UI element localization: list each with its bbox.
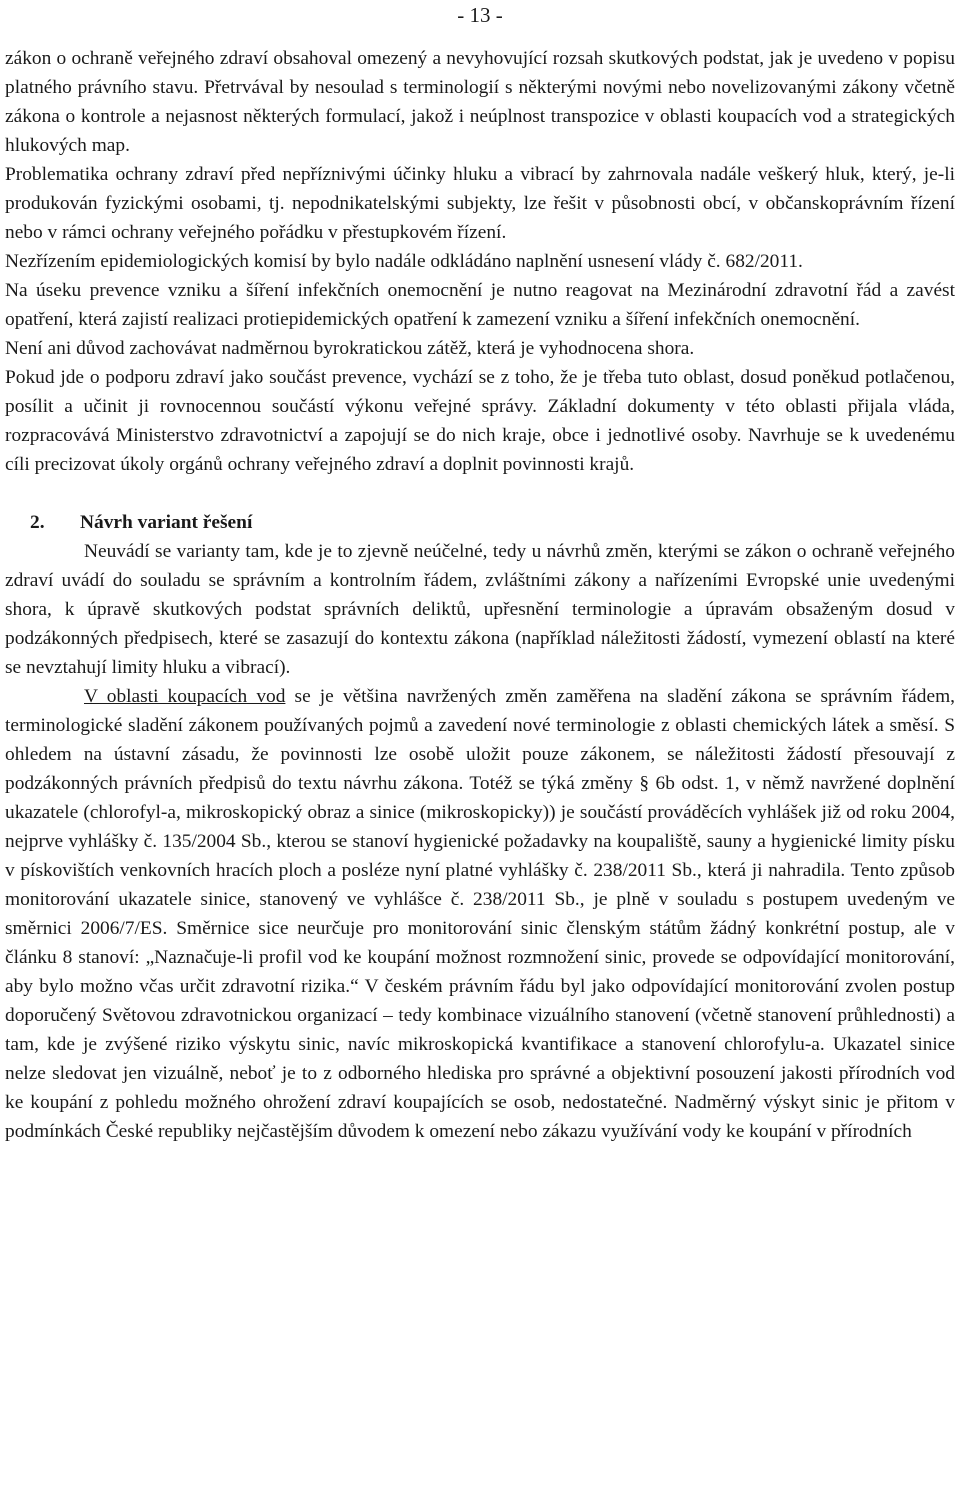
page-number: - 13 - — [457, 3, 503, 27]
paragraph-bathing-water-text: se je většina navržených změn zaměřena na sladění zákona se správním řádem, terminologické sladění zákonem používaných pojmů a zavedení nové terminologie z oblasti chemických látek a směsí. S ohledem na ústavní zásadu, že povinnosti lze osobě uložit pouze zákonem, se náležitosti žádostí přesouvají z podzákonných právních předpisů do textu návrhu zákona. Totéž se týká změny § 6b odst. 1, v němž navržené doplnění ukazatele (chlorofyl-a, mikroskopický obraz a sinice (mikroskopicky)) je součástí prováděcích vyhlášek již od roku 2004, nejprve vyhlášky č. 135/2004 Sb., kterou se stanoví hygienické požadavky na koupaliště, sauny a hygienické limity písku v pískovištích venkovních hracích ploch a posléze nyní platné vyhlášky č. 238/2011 Sb., která ji nahradila. Tento způsob monitorování ukazatele sinice, stanovený ve vyhlášce č. 238/2011 Sb., je plně v souladu s postupem uvedeným ve směrnici 2006/7/ES. Směrnice sice neurčuje pro monitorování sinic členským státům žádný konkrétní postup, ale v článku 8 stanoví: „Naznačuje-li profil vod ke koupání možnost rozmnožení sinic, provede se odpovídající monitorování, aby bylo možno včas určit zdravotní rizika.“ V českém právním řádu byl jako odpovídající monitorování zvolen postup doporučený Světovou zdravotnickou organizací – tedy kombinace vizuálního stanovení (včetně stanovení průhlednosti) a tam, kde je zvýšené riziko výskytu sinic, navíc mikroskopická kvantifikace a stanovení chlorofylu-a. Ukazatel sinice nelze sledovat jen vizuálně, neboť je to z odborného hlediska pro správné a objektivní posouzení jakosti přírodních vod ke koupání z pohledu možného ohrožení zdraví koupajících se osob, nedostatečné. Nadměrný výskyt sinic je přitom v podmínkách České republiky nejčastějším důvodem k omezení nebo zákazu využívání vody ke koupání v přírodních — [5, 686, 956, 1142]
paragraph-noise: Problematika ochrany zdraví před nepříznivými účinky hluku a vibrací by zahrnovala nadále veškerý hluk, který, je-li produkován fyzickými osobami, tj. nepodnikatelskými subjekty, lze řešit v působnosti obcí, v občanskoprávním řízení nebo v rámci ochrany veřejného pořádku v přestupkovém řízení. — [5, 164, 955, 243]
underlined-phrase: V oblasti koupacích vod — [84, 686, 286, 707]
paragraph-bureaucracy: Není ani důvod zachovávat nadměrnou byrokratickou zátěž, která je vyhodnocena shora. — [5, 338, 695, 359]
section-heading — [5, 508, 955, 537]
document-body — [5, 44, 955, 1146]
paragraph-bathing-water — [5, 682, 955, 1146]
paragraph-infection-prevention: Na úseku prevence vzniku a šíření infekčních onemocnění je nutno reagovat na Mezinárodní zdravotní řád a zavést opatření, která zajistí realizaci protiepidemických opatření k zamezení vzniku a šíření infekčních onemocnění. — [5, 280, 955, 330]
paragraph-status-quo: zákon o ochraně veřejného zdraví obsahoval omezený a nevyhovující rozsah skutkových podstat, jak je uvedeno v popisu platného právního stavu. Přetrvával by nesoulad s terminologií s některými novými nebo novelizovanými zákony včetně zákona o kontrole a nejasnost některých formulací, jakož i neúplnost transpozice v oblasti koupacích vod a strategických hlukových map. — [5, 48, 955, 156]
paragraph-variants: Neuvádí se varianty tam, kde je to zjevně neúčelné, tedy u návrhů změn, kterými se zákon o ochraně veřejného zdraví uvádí do souladu se správním a kontrolním řádem, zvláštními zákony a nařízeními Evropské unie uvedenými shora, k úpravě skutkových podstat správních deliktů, upřesnění terminologie a úpravám obsaženým dosud v podzákonných předpisech, které se zasazují do kontextu zákona (například náležitosti žádostí, vymezení oblastí na které se nevztahují limity hluku a vibrací). — [5, 541, 955, 678]
paragraph-health-support: Pokud jde o podporu zdraví jako součást prevence, vychází se z toho, že je třeba tuto oblast, dosud poněkud potlačenou, posílit a učinit ji rovnocennou součástí výkonu veřejné správy. Základní dokumenty v této oblasti přijala vláda, rozpracovává Ministerstvo zdravotnictví a zapojují se do nich kraje, obce i jednotlivé osoby. Navrhuje se k uvedenému cíli precizovat úkoly orgánů ochrany veřejného zdraví a doplnit povinnosti krajů. — [5, 367, 955, 475]
section-number: 2. — [30, 512, 45, 533]
paragraph-epidemiology: Nezřízením epidemiologických komisí by bylo nadále odkládáno naplnění usnesení vlády č. 682/2011. — [5, 251, 803, 272]
section-title: Návrh variant řešení — [80, 512, 253, 533]
section-spacer — [5, 479, 955, 508]
